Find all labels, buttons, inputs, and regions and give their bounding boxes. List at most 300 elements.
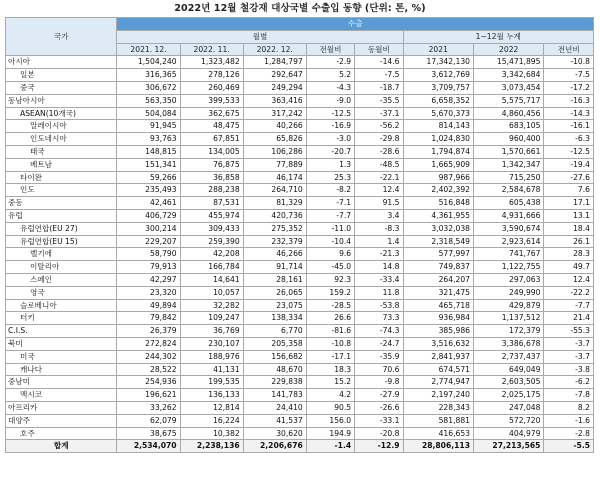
table-row [6,273,594,286]
value-cell: 77,889 [243,158,306,171]
value-cell: 406,729 [117,209,180,222]
value-cell: 76,875 [180,158,243,171]
value-cell: 362,675 [180,107,243,120]
value-cell: 141,783 [243,389,306,402]
value-cell: 3,386,678 [473,337,543,350]
table-row [6,184,594,197]
value-cell: 2,603,505 [473,376,543,389]
value-cell: 254,936 [117,376,180,389]
value-cell: 244,302 [117,350,180,363]
value-cell: -10.8 [306,337,354,350]
country-name-cell: 유럽연합(EU 15) [6,235,117,248]
value-cell: 26,379 [117,325,180,338]
country-name-cell: 동남아시아 [6,94,117,107]
value-cell: 6,770 [243,325,306,338]
value-cell: -27.6 [544,171,594,184]
column-header: 2021 [403,43,473,56]
value-cell: -19.4 [544,158,594,171]
value-cell: 577,997 [403,248,473,261]
value-cell: 230,107 [180,337,243,350]
value-cell: 3,709,757 [403,81,473,94]
value-cell: 300,214 [117,222,180,235]
table-row [6,312,594,325]
country-name-cell: 말레이시아 [6,120,117,133]
value-cell: -81.6 [306,325,354,338]
value-cell: 7.6 [544,184,594,197]
value-cell: 42,297 [117,273,180,286]
table-row [6,414,594,427]
table-row [6,222,594,235]
value-cell: 9.6 [306,248,354,261]
value-cell: 2,025,175 [473,389,543,402]
value-cell: -10.4 [306,235,354,248]
value-cell: -20.8 [355,427,403,440]
value-cell: -12.5 [306,107,354,120]
country-name-cell: 타이완 [6,171,117,184]
value-cell: 17,342,130 [403,56,473,69]
value-cell: 605,438 [473,197,543,210]
value-cell: -53.8 [355,299,403,312]
value-cell: -16.3 [544,94,594,107]
table-body [6,56,594,453]
table-row [6,261,594,274]
value-cell: -11.0 [306,222,354,235]
value-cell: 1.3 [306,158,354,171]
value-cell: 317,242 [243,107,306,120]
value-cell: 65,826 [243,133,306,146]
value-cell: -48.5 [355,158,403,171]
value-cell: 12.4 [544,273,594,286]
table-row [6,209,594,222]
value-cell: 385,986 [403,325,473,338]
value-cell: 3,342,684 [473,69,543,82]
value-cell: -22.2 [544,286,594,299]
value-cell: -45.0 [306,261,354,274]
value-cell: 814,143 [403,120,473,133]
value-cell: 249,990 [473,286,543,299]
value-cell: 26,065 [243,286,306,299]
value-cell: 28,806,113 [403,440,473,453]
value-cell: -35.5 [355,94,403,107]
value-cell: 1,137,512 [473,312,543,325]
value-cell: 87,531 [180,197,243,210]
value-cell: 674,571 [403,363,473,376]
value-cell: 166,784 [180,261,243,274]
value-cell: -29.8 [355,133,403,146]
value-cell: -2.8 [544,427,594,440]
table-row [6,235,594,248]
value-cell: 15.2 [306,376,354,389]
value-cell: 572,720 [473,414,543,427]
table-row [6,299,594,312]
value-cell: 199,535 [180,376,243,389]
value-cell: -7.5 [544,69,594,82]
value-cell: 297,063 [473,273,543,286]
value-cell: 93,763 [117,133,180,146]
table-row [6,158,594,171]
country-name-cell: 중남미 [6,376,117,389]
value-cell: 264,710 [243,184,306,197]
value-cell: -14.6 [355,56,403,69]
value-cell: 10,382 [180,427,243,440]
value-cell: 264,207 [403,273,473,286]
cumulative-group-header: 1~12월 누계 [403,30,593,43]
value-cell: -27.9 [355,389,403,402]
value-cell: 1,024,830 [403,133,473,146]
table-row [6,350,594,363]
value-cell: -17.2 [544,81,594,94]
table-row [6,133,594,146]
value-cell: 2,534,070 [117,440,180,453]
table-row [6,120,594,133]
value-cell: 288,238 [180,184,243,197]
value-cell: 3.4 [355,209,403,222]
value-cell: 11.8 [355,286,403,299]
value-cell: 278,126 [180,69,243,82]
export-table [5,17,594,453]
value-cell: 13.1 [544,209,594,222]
value-cell: 5.2 [306,69,354,82]
table-row [6,286,594,299]
page-title: 2022년 12월 철강재 대상국별 수출입 동향 (단위: 톤, %) [174,3,426,14]
value-cell: 67,851 [180,133,243,146]
value-cell: -22.1 [355,171,403,184]
value-cell: -5.5 [544,440,594,453]
value-cell: 228,343 [403,401,473,414]
value-cell: 3,032,038 [403,222,473,235]
value-cell: 188,976 [180,350,243,363]
country-name-cell: 멕시코 [6,389,117,402]
value-cell: 6,658,352 [403,94,473,107]
value-cell: 23,320 [117,286,180,299]
table-row [6,337,594,350]
value-cell: 4,361,955 [403,209,473,222]
value-cell: 36,858 [180,171,243,184]
value-cell: 12,814 [180,401,243,414]
value-cell: 2,584,678 [473,184,543,197]
value-cell: 10,057 [180,286,243,299]
value-cell: 23,075 [243,299,306,312]
value-cell: 229,838 [243,376,306,389]
table-row [6,376,594,389]
value-cell: 249,294 [243,81,306,94]
column-header: 2022. 11. [180,43,243,56]
export-section-header: 수출 [117,18,594,31]
value-cell: 148,815 [117,145,180,158]
value-cell: 151,341 [117,158,180,171]
value-cell: -16.9 [306,120,354,133]
value-cell: 25.3 [306,171,354,184]
monthly-group-header: 월별 [117,30,403,43]
value-cell: 42,461 [117,197,180,210]
table-row [6,401,594,414]
value-cell: -33.1 [355,414,403,427]
value-cell: 936,984 [403,312,473,325]
country-name-cell: 인도네시아 [6,133,117,146]
value-cell: 172,379 [473,325,543,338]
value-cell: 2,238,136 [180,440,243,453]
value-cell: 1.4 [355,235,403,248]
value-cell: -7.8 [544,389,594,402]
table-row [6,107,594,120]
value-cell: 49,894 [117,299,180,312]
country-name-cell: 아프리카 [6,401,117,414]
value-cell: -16.1 [544,120,594,133]
value-cell: 18.4 [544,222,594,235]
value-cell: 16,224 [180,414,243,427]
value-cell: 205,358 [243,337,306,350]
country-name-cell: 유럽 [6,209,117,222]
value-cell: 232,379 [243,235,306,248]
column-header: 전월비 [306,43,354,56]
country-name-cell: 대양주 [6,414,117,427]
value-cell: 420,736 [243,209,306,222]
value-cell: -9.0 [306,94,354,107]
value-cell: -1.6 [544,414,594,427]
value-cell: 26.1 [544,235,594,248]
value-cell: -8.3 [355,222,403,235]
value-cell: 306,672 [117,81,180,94]
value-cell: 90.5 [306,401,354,414]
country-name-cell: 영국 [6,286,117,299]
table-row [6,145,594,158]
value-cell: -3.0 [306,133,354,146]
country-name-cell: 태국 [6,145,117,158]
value-cell: 18.3 [306,363,354,376]
value-cell: 649,049 [473,363,543,376]
value-cell: 404,979 [473,427,543,440]
value-cell: -6.3 [544,133,594,146]
country-name-cell: 합계 [6,440,117,453]
value-cell: 683,105 [473,120,543,133]
country-name-cell: 중국 [6,81,117,94]
value-cell: 36,769 [180,325,243,338]
total-row [6,440,594,453]
country-name-cell: 호주 [6,427,117,440]
value-cell: 5,575,717 [473,94,543,107]
column-header: 전년비 [544,43,594,56]
value-cell: 28,161 [243,273,306,286]
value-cell: 73.3 [355,312,403,325]
value-cell: 49.7 [544,261,594,274]
value-cell: -37.1 [355,107,403,120]
value-cell: 321,475 [403,286,473,299]
value-cell: 17.1 [544,197,594,210]
table-row [6,363,594,376]
value-cell: 2,923,614 [473,235,543,248]
table-row [6,56,594,69]
table-row [6,325,594,338]
value-cell: 260,469 [180,81,243,94]
country-name-cell: 미국 [6,350,117,363]
value-cell: 41,131 [180,363,243,376]
value-cell: -17.1 [306,350,354,363]
table-row [6,197,594,210]
value-cell: 194.9 [306,427,354,440]
value-cell: -18.7 [355,81,403,94]
value-cell: 960,400 [473,133,543,146]
table-row [6,94,594,107]
value-cell: 91,945 [117,120,180,133]
value-cell: 4,860,456 [473,107,543,120]
value-cell: 455,974 [180,209,243,222]
value-cell: 12.4 [355,184,403,197]
value-cell: 3,516,632 [403,337,473,350]
value-cell: 48,670 [243,363,306,376]
value-cell: 4.2 [306,389,354,402]
value-cell: 259,390 [180,235,243,248]
country-name-cell: C.I.S. [6,325,117,338]
value-cell: -26.6 [355,401,403,414]
value-cell: 272,824 [117,337,180,350]
value-cell: 2,841,937 [403,350,473,363]
value-cell: 40,266 [243,120,306,133]
value-cell: 14,641 [180,273,243,286]
value-cell: 399,533 [180,94,243,107]
value-cell: 70.6 [355,363,403,376]
country-name-cell: 터키 [6,312,117,325]
value-cell: 138,334 [243,312,306,325]
value-cell: 1,794,874 [403,145,473,158]
value-cell: 2,318,549 [403,235,473,248]
value-cell: 42,208 [180,248,243,261]
value-cell: 2,206,676 [243,440,306,453]
value-cell: 1,122,755 [473,261,543,274]
value-cell: 429,879 [473,299,543,312]
value-cell: -55.3 [544,325,594,338]
value-cell: 416,653 [403,427,473,440]
value-cell: -35.9 [355,350,403,363]
value-cell: 229,207 [117,235,180,248]
value-cell: 136,133 [180,389,243,402]
value-cell: 1,504,240 [117,56,180,69]
value-cell: 465,718 [403,299,473,312]
value-cell: -4.3 [306,81,354,94]
value-cell: 79,913 [117,261,180,274]
value-cell: 62,079 [117,414,180,427]
value-cell: 2,774,947 [403,376,473,389]
value-cell: 30,620 [243,427,306,440]
value-cell: 196,621 [117,389,180,402]
value-cell: -33.4 [355,273,403,286]
value-cell: -7.7 [306,209,354,222]
value-cell: 92.3 [306,273,354,286]
value-cell: 1,284,797 [243,56,306,69]
value-cell: 2,402,392 [403,184,473,197]
value-cell: -7.5 [355,69,403,82]
value-cell: 504,084 [117,107,180,120]
value-cell: 363,416 [243,94,306,107]
country-name-cell: 캐나다 [6,363,117,376]
table-row [6,171,594,184]
value-cell: -10.8 [544,56,594,69]
value-cell: 3,612,769 [403,69,473,82]
value-cell: 1,342,347 [473,158,543,171]
value-cell: -28.6 [355,145,403,158]
value-cell: 15,471,895 [473,56,543,69]
value-cell: 581,881 [403,414,473,427]
value-cell: 987,966 [403,171,473,184]
value-cell: 275,352 [243,222,306,235]
value-cell: 28,522 [117,363,180,376]
table-row [6,69,594,82]
value-cell: 38,675 [117,427,180,440]
value-cell: -74.3 [355,325,403,338]
value-cell: 4,931,666 [473,209,543,222]
value-cell: 156.0 [306,414,354,427]
country-name-cell: 일본 [6,69,117,82]
value-cell: 41,537 [243,414,306,427]
value-cell: 79,842 [117,312,180,325]
value-cell: -14.3 [544,107,594,120]
value-cell: -21.3 [355,248,403,261]
country-name-cell: 스페인 [6,273,117,286]
value-cell: -9.8 [355,376,403,389]
value-cell: -56.2 [355,120,403,133]
country-name-cell: ASEAN(10개국) [6,107,117,120]
value-cell: 106,286 [243,145,306,158]
value-cell: 1,570,661 [473,145,543,158]
value-cell: 715,250 [473,171,543,184]
country-name-cell: 북미 [6,337,117,350]
value-cell: -28.5 [306,299,354,312]
value-cell: 292,647 [243,69,306,82]
table-row [6,427,594,440]
country-name-cell: 아시아 [6,56,117,69]
value-cell: -8.2 [306,184,354,197]
value-cell: -7.7 [544,299,594,312]
country-name-cell: 이탈리아 [6,261,117,274]
table-row [6,389,594,402]
value-cell: 247,048 [473,401,543,414]
country-name-cell: 벨기에 [6,248,117,261]
value-cell: 46,174 [243,171,306,184]
column-header: 2021. 12. [117,43,180,56]
table-row [6,81,594,94]
country-column-header: 국가 [6,18,117,56]
value-cell: -7.1 [306,197,354,210]
value-cell: 59,266 [117,171,180,184]
value-cell: 3,073,454 [473,81,543,94]
value-cell: -12.5 [544,145,594,158]
value-cell: 1,323,482 [180,56,243,69]
column-header: 2022. 12. [243,43,306,56]
value-cell: -3.7 [544,337,594,350]
value-cell: 5,670,373 [403,107,473,120]
value-cell: -6.2 [544,376,594,389]
value-cell: 3,590,674 [473,222,543,235]
value-cell: 46,266 [243,248,306,261]
country-name-cell: 베트남 [6,158,117,171]
value-cell: -20.7 [306,145,354,158]
value-cell: 28.3 [544,248,594,261]
value-cell: -2.9 [306,56,354,69]
value-cell: 24,410 [243,401,306,414]
value-cell: 2,197,240 [403,389,473,402]
value-cell: 741,767 [473,248,543,261]
value-cell: 2,737,437 [473,350,543,363]
value-cell: 81,329 [243,197,306,210]
column-header: 동월비 [355,43,403,56]
value-cell: 14.8 [355,261,403,274]
column-header: 2022 [473,43,543,56]
table-row [6,248,594,261]
value-cell: 563,350 [117,94,180,107]
value-cell: -24.7 [355,337,403,350]
value-cell: 156,682 [243,350,306,363]
value-cell: -3.7 [544,350,594,363]
value-cell: 91.5 [355,197,403,210]
